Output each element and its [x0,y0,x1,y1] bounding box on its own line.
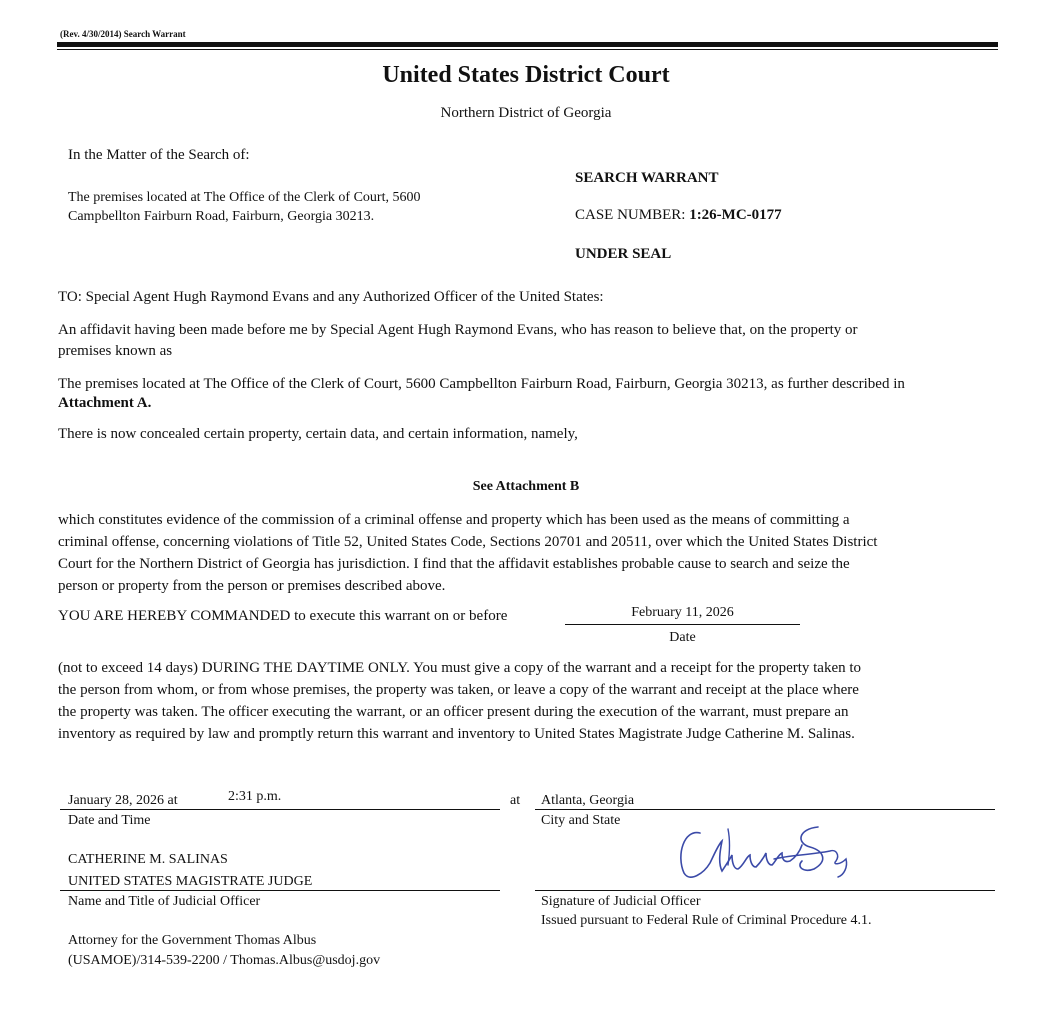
daytime-line4: inventory as required by law and promptly return this warrant and inventory to United States Magistrate Judge Catherine M. Salinas. [58,726,855,742]
commanded-text: YOU ARE HEREBY COMMANDED to execute this warrant on or before [58,608,508,624]
city-state: Atlanta, Georgia [541,793,635,808]
name-title-line [60,890,500,891]
affidavit-line2: premises known as [58,343,173,359]
warrant-type: SEARCH WARRANT [575,170,719,186]
judge-title: UNITED STATES MAGISTRATE JUDGE [68,874,313,889]
case-number: 1:26-MC-0177 [689,207,782,223]
daytime-line2: the person from whom, or from whose premises, the property was taken, or leave a copy of the warrant and receipt at the place where [58,682,859,698]
deadline-date: February 11, 2026 [631,605,734,620]
revision-note: (Rev. 4/30/2014) Search Warrant [60,29,186,39]
daytime-line1: (not to exceed 14 days) DURING THE DAYTIME ONLY. You must give a copy of the warrant and a receipt for the property taken to [58,660,862,676]
see-attachment: See Attachment B [472,479,580,494]
signature-label: Signature of Judicial Officer [541,894,701,909]
signature-line [535,890,995,891]
at-label: at [510,793,521,808]
deadline-underline [565,624,800,625]
city-state-label: City and State [541,813,621,828]
daytime-line3: the property was taken. The officer executing the warrant, or an officer present during the execution of the warrant, must prepare an [58,704,849,720]
caption-premises-line2: Campbellton Fairburn Road, Fairburn, Georgia 30213. [68,209,375,224]
court-title: United States District Court [382,62,670,88]
evidence-line1: which constitutes evidence of the commission of a criminal offense and property which has been used as the means of committing a [58,512,850,528]
case-number-label: CASE NUMBER: [575,207,690,223]
name-title-label: Name and Title of Judicial Officer [68,894,261,909]
concealed-line: There is now concealed certain property, certain data, and certain information, namely, [58,426,578,442]
seal-label: UNDER SEAL [575,246,672,262]
header-rule-thick [57,42,998,47]
attorney-line2: (USAMOE)/314-539-2200 / Thomas.Albus@usdoj.gov [68,953,381,968]
case-number-line [575,207,782,224]
issued-time: 2:31 p.m. [228,789,282,804]
evidence-line4: person or property from the person or premises described above. [58,578,446,594]
caption-premises-line1: The premises located at The Office of the Clerk of Court, 5600 [68,190,421,205]
evidence-line3: Court for the Northern District of Georgia has jurisdiction. I find that the affidavit establishes probable cause to search and seize the [58,556,850,572]
evidence-line2: criminal offense, concerning violations of Title 52, United States Code, Sections 20701 and 20511, over which the United States District [58,534,878,550]
premises-attachment: Attachment A. [58,395,152,411]
judge-name: CATHERINE M. SALINAS [68,852,228,867]
judge-signature [670,815,860,885]
date-time-line [60,809,500,810]
city-state-line [535,809,995,810]
date-time-label: Date and Time [68,813,151,828]
affidavit-line1: An affidavit having been made before me by Special Agent Hugh Raymond Evans, who has reason to believe that, on the property or [58,322,858,338]
issued-pursuant: Issued pursuant to Federal Rule of Criminal Procedure 4.1. [541,913,872,928]
issued-date: January 28, 2026 at [68,793,178,808]
matter-label: In the Matter of the Search of: [68,147,250,163]
to-line: TO: Special Agent Hugh Raymond Evans and any Authorized Officer of the United States: [58,289,604,305]
header-rule-thin [57,49,998,50]
attorney-line1: Attorney for the Government Thomas Albus [68,933,317,948]
deadline-date-label: Date [669,630,696,645]
district-name: Northern District of Georgia [440,105,612,121]
premises-line1: The premises located at The Office of the Clerk of Court, 5600 Campbellton Fairburn Road, Fairburn, Georgia 30213, as further described in [58,376,905,392]
